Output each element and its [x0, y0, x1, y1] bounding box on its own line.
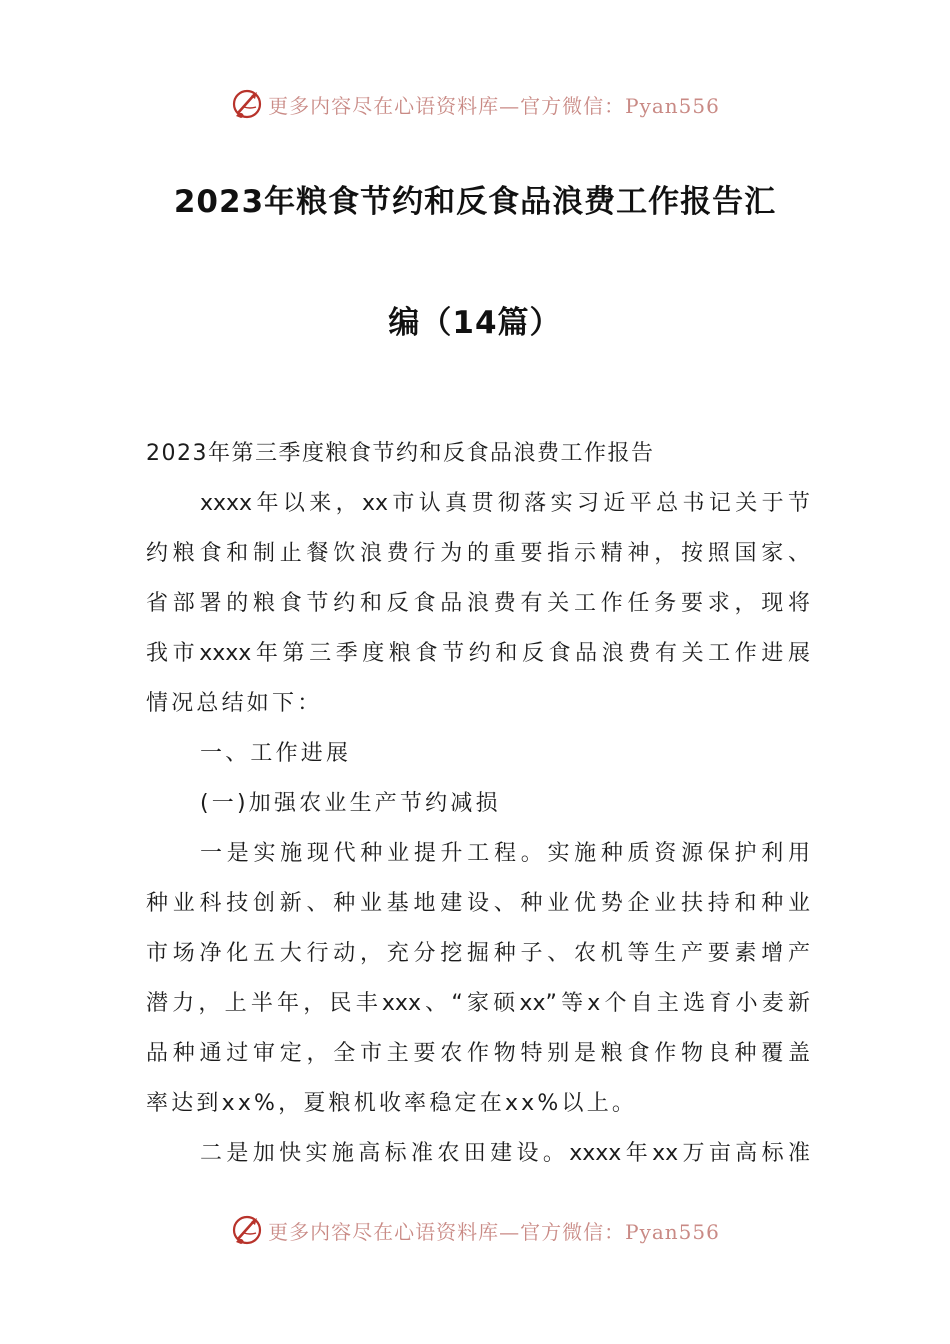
document-title-line-1: 2023年粮食节约和反食品浪费工作报告汇 — [173, 184, 777, 220]
paragraph-line: 省部署的粮食节约和反食品浪费有关工作任务要求，现将 — [146, 591, 810, 616]
pen-ink-logo-icon — [230, 1213, 264, 1247]
header-banner-text: 更多内容尽在心语资料库—官方微信：Pyan556 — [268, 93, 720, 118]
header-banner — [0, 82, 950, 126]
report-subtitle: 2023年第三季度粮食节约和反食品浪费工作报告 — [146, 441, 655, 466]
paragraph-line: 一是实施现代种业提升工程。实施种质资源保护利用 — [200, 841, 810, 866]
paragraph-line: 种业科技创新、种业基地建设、种业优势企业扶持和种业 — [146, 891, 810, 916]
paragraph-line: 潜力，上半年，民丰xxx、“家硕xx”等x个自主选育小麦新 — [146, 991, 810, 1016]
paragraph-line: 市场净化五大行动，充分挖掘种子、农机等生产要素增产 — [146, 941, 810, 966]
pen-ink-logo-icon — [230, 87, 264, 121]
footer-banner — [0, 1208, 950, 1252]
section-heading: 一、工作进展 — [200, 741, 352, 766]
paragraph-line: 我市xxxx年第三季度粮食节约和反食品浪费有关工作进展 — [146, 641, 810, 666]
paragraph-line: 品种通过审定，全市主要农作物特别是粮食作物良种覆盖 — [146, 1041, 810, 1066]
subsection-heading: (一)加强农业生产节约减损 — [200, 791, 501, 816]
paragraph-line: 二是加快实施高标准农田建设。xxxx年xx万亩高标准 — [200, 1141, 810, 1166]
paragraph-line: 约粮食和制止餐饮浪费行为的重要指示精神，按照国家、 — [146, 541, 810, 566]
document-title-line-2: 编（14篇） — [388, 305, 562, 341]
paragraph-line: 情况总结如下： — [146, 691, 323, 716]
document-body — [146, 433, 810, 1183]
footer-banner-text: 更多内容尽在心语资料库—官方微信：Pyan556 — [268, 1219, 720, 1244]
paragraph-line: xxxx年以来，xx市认真贯彻落实习近平总书记关于节 — [200, 491, 810, 516]
paragraph-line: 率达到xx%，夏粮机收率稳定在xx%以上。 — [146, 1091, 638, 1116]
